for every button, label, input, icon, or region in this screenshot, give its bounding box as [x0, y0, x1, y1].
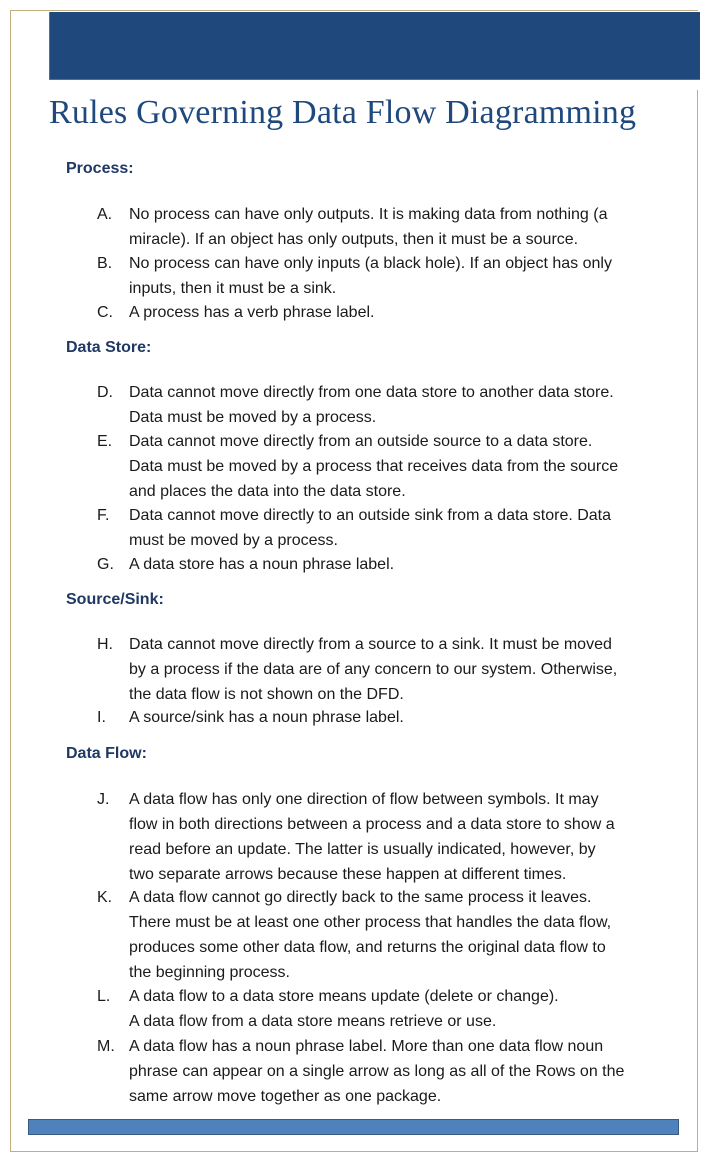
- rule-line: No process can have only outputs. It is making data from nothing (a: [129, 206, 608, 223]
- rule-text: [129, 429, 689, 504]
- rule-text: [129, 632, 689, 707]
- rule-line: Data must be moved by a process that receives data from the source: [129, 458, 619, 475]
- rule-line: the beginning process.: [129, 964, 290, 981]
- rule-letter: A.: [97, 206, 113, 223]
- section-heading-process: Process:: [66, 160, 134, 177]
- rule-line: read before an update. The latter is usually indicated, however, by: [129, 841, 596, 858]
- rule-text: [129, 300, 689, 325]
- rule-line: the data flow is not shown on the DFD.: [129, 686, 404, 703]
- rule-line: inputs, then it must be a sink.: [129, 280, 337, 297]
- page-title: Rules Governing Data Flow Diagramming: [49, 94, 637, 131]
- rule-line: No process can have only inputs (a black hole). If an object has only: [129, 255, 612, 272]
- rule-letter: K.: [97, 889, 113, 906]
- section-heading-data-flow: Data Flow:: [66, 745, 147, 762]
- rule-letter: L.: [97, 988, 111, 1005]
- rule-text: [129, 787, 689, 887]
- rule-letter: B.: [97, 255, 113, 272]
- rule-text: [129, 380, 689, 430]
- rule-letter: M.: [97, 1038, 115, 1055]
- rule-line: There must be at least one other process that handles the data flow,: [129, 914, 612, 931]
- rule-line: Data cannot move directly from an outside source to a data store.: [129, 433, 593, 450]
- rule-line: A data flow has only one direction of flow between symbols. It may: [129, 791, 599, 808]
- rule-text: [129, 552, 689, 577]
- rule-line: A data store has a noun phrase label.: [129, 556, 395, 573]
- rule-line: by a process if the data are of any concern to our system. Otherwise,: [129, 661, 618, 678]
- rule-line: Data cannot move directly from one data store to another data store.: [129, 384, 614, 401]
- rule-line: must be moved by a process.: [129, 532, 338, 549]
- rule-letter: C.: [97, 304, 113, 321]
- section-heading-data-store: Data Store:: [66, 339, 152, 356]
- header-bar: [49, 12, 700, 80]
- footer-bar: [28, 1119, 679, 1135]
- rule-text: [129, 885, 689, 985]
- rule-line: miracle). If an object has only outputs, then it must be a source.: [129, 231, 579, 248]
- rule-line: A data flow cannot go directly back to the same process it leaves.: [129, 889, 592, 906]
- rule-line: A source/sink has a noun phrase label.: [129, 709, 404, 726]
- rule-text: [129, 1034, 689, 1109]
- section-heading-source-sink: Source/Sink:: [66, 591, 164, 608]
- rule-text: [129, 503, 689, 553]
- rule-letter: I.: [97, 709, 106, 726]
- rule-letter: H.: [97, 636, 113, 653]
- rule-line: A data flow has a noun phrase label. More than one data flow noun: [129, 1038, 604, 1055]
- rule-line: flow in both directions between a process and a data store to show a: [129, 816, 615, 833]
- rule-line: Data must be moved by a process.: [129, 409, 377, 426]
- rule-letter: E.: [97, 433, 113, 450]
- rule-line: A data flow to a data store means update (delete or change).: [129, 988, 559, 1005]
- rule-text: [129, 705, 689, 730]
- rule-line: produces some other data flow, and returns the original data flow to: [129, 939, 606, 956]
- rule-text: [129, 251, 689, 301]
- rule-line: A data flow from a data store means retrieve or use.: [129, 1013, 497, 1030]
- rule-line: A process has a verb phrase label.: [129, 304, 375, 321]
- rule-text: [129, 202, 689, 252]
- rule-line: Data cannot move directly from a source to a sink. It must be moved: [129, 636, 612, 653]
- rule-letter: G.: [97, 556, 114, 573]
- rule-line: two separate arrows because these happen at different times.: [129, 866, 567, 883]
- page-border-right: [697, 90, 698, 1152]
- rule-line: same arrow move together as one package.: [129, 1088, 442, 1105]
- rule-line: Data cannot move directly to an outside sink from a data store. Data: [129, 507, 612, 524]
- rule-line: phrase can appear on a single arrow as long as all of the Rows on the: [129, 1063, 625, 1080]
- rule-text: [129, 984, 689, 1034]
- rule-letter: J.: [97, 791, 110, 808]
- rule-line: and places the data into the data store.: [129, 483, 406, 500]
- rule-letter: F.: [97, 507, 110, 524]
- rule-letter: D.: [97, 384, 113, 401]
